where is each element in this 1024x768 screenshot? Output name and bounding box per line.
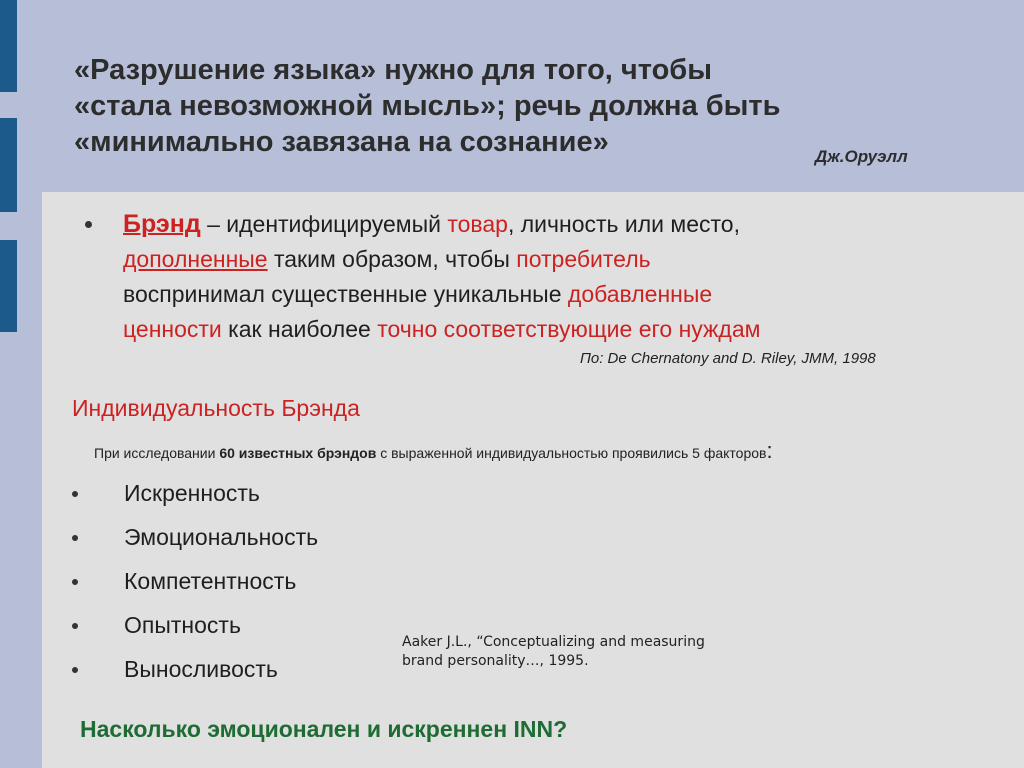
definition-term: Брэнд: [123, 210, 201, 238]
definition-text: , личность или место,: [507, 211, 740, 237]
factor-label: Эмоциональность: [124, 524, 319, 550]
definition-highlight: товар: [447, 211, 508, 237]
bullet-icon: [72, 535, 78, 541]
study-note: [94, 438, 773, 463]
definition-line: [123, 277, 983, 312]
quote-line: «минимально завязана на сознание»: [74, 126, 609, 158]
bullet-icon: [72, 579, 78, 585]
side-bar-decoration: [0, 118, 17, 212]
quote-line: «Разрушение языка» нужно для того, чтобы: [74, 54, 712, 86]
definition-text: – идентифицируемый: [200, 211, 448, 237]
definition-highlight: потребитель: [516, 246, 651, 272]
factor-label: Опытность: [124, 612, 241, 638]
bullet-icon: [72, 667, 78, 673]
definition-highlight: ценности: [123, 316, 222, 342]
factor-label: Выносливость: [124, 656, 278, 682]
reference-line: brand personality…, 1995.: [402, 653, 589, 669]
factor-label: Искренность: [124, 480, 260, 506]
reference-line: Aaker J.L., “Conceptualizing and measuring: [402, 634, 705, 650]
factor-label: Компетентность: [124, 568, 297, 594]
bullet-icon: [72, 623, 78, 629]
study-highlight: 60 известных брэндов: [219, 445, 377, 461]
definition-line: [123, 312, 983, 347]
brand-definition: [123, 207, 983, 347]
definition-line: [123, 242, 983, 277]
bullet-icon: [72, 491, 78, 497]
bullet-icon: [85, 221, 92, 228]
side-bar-decoration: [0, 0, 17, 92]
section-heading: Индивидуальность Брэнда: [72, 395, 360, 421]
definition-text: воспринимал существенные уникальные: [123, 281, 568, 307]
quote-author: Дж.Оруэлл: [815, 147, 908, 166]
definition-source: По: De Chernatony and D. Riley, JMM, 1998: [580, 350, 876, 367]
orwell-quote: [74, 52, 974, 160]
definition-highlight: точно соответствующие его нуждам: [377, 316, 761, 342]
quote-line: «стала невозможной мысль»; речь должна быть: [74, 90, 781, 122]
definition-highlight: дополненные: [123, 246, 268, 272]
side-bar-decoration: [0, 240, 17, 332]
definition-text: таким образом, чтобы: [267, 246, 517, 272]
study-text: с выраженной индивидуальностью проявились 5 факторов: [376, 445, 767, 461]
definition-text: как наиболее: [221, 316, 378, 342]
aaker-reference: [402, 633, 802, 671]
study-text: При исследовании: [94, 445, 220, 461]
closing-question: Насколько эмоционален и искреннен INN?: [80, 716, 568, 742]
study-colon: :: [766, 438, 773, 463]
definition-line: [123, 207, 983, 242]
definition-highlight: добавленные: [567, 281, 713, 307]
